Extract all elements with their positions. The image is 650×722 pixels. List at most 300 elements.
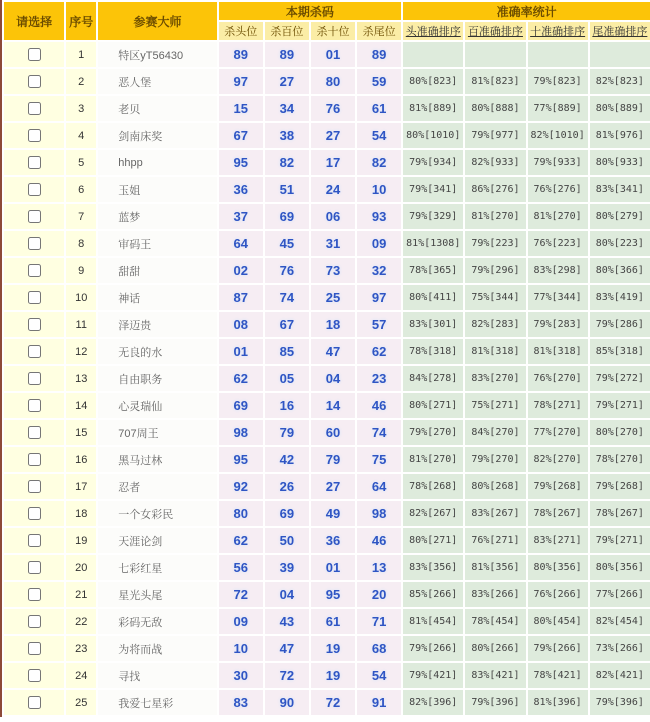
accuracy-stat: 84%[270] bbox=[465, 420, 525, 445]
table-row bbox=[4, 231, 650, 256]
row-select-checkbox[interactable] bbox=[28, 561, 41, 574]
row-select-checkbox[interactable] bbox=[28, 318, 41, 331]
accuracy-stat: 75%[344] bbox=[465, 285, 525, 310]
row-seq: 1 bbox=[66, 42, 96, 67]
row-seq: 16 bbox=[66, 447, 96, 472]
master-name: 甜甜 bbox=[98, 258, 216, 283]
accuracy-stat: 80%[268] bbox=[465, 474, 525, 499]
select-cell bbox=[4, 42, 64, 67]
table-row bbox=[4, 123, 650, 148]
select-cell bbox=[4, 663, 64, 688]
kill-number: 74 bbox=[357, 420, 401, 445]
row-select-checkbox[interactable] bbox=[28, 156, 41, 169]
kill-number: 91 bbox=[357, 690, 401, 715]
accuracy-stat: 82%[396] bbox=[403, 690, 463, 715]
table-row bbox=[4, 258, 650, 283]
kill-number: 89 bbox=[357, 42, 401, 67]
kill-number: 62 bbox=[357, 339, 401, 364]
table-row bbox=[4, 555, 650, 580]
select-cell bbox=[4, 204, 64, 229]
accuracy-stat: 77%[344] bbox=[528, 285, 588, 310]
accuracy-stat: 83%[298] bbox=[528, 258, 588, 283]
master-name: 七彩红星 bbox=[98, 555, 216, 580]
kill-number: 67 bbox=[219, 123, 263, 148]
select-cell bbox=[4, 123, 64, 148]
row-seq: 7 bbox=[66, 204, 96, 229]
accuracy-stat: 81%[823] bbox=[465, 69, 525, 94]
row-select-checkbox[interactable] bbox=[28, 696, 41, 709]
row-seq: 24 bbox=[66, 663, 96, 688]
accuracy-stat: 80%[366] bbox=[590, 258, 650, 283]
kill-number: 16 bbox=[265, 393, 309, 418]
table-row bbox=[4, 366, 650, 391]
table-row bbox=[4, 501, 650, 526]
accuracy-stat: 78%[421] bbox=[528, 663, 588, 688]
kill-number: 83 bbox=[219, 690, 263, 715]
select-cell bbox=[4, 555, 64, 580]
accuracy-stat: 80%[888] bbox=[465, 96, 525, 121]
kill-number: 32 bbox=[357, 258, 401, 283]
accuracy-stat: 79%[270] bbox=[465, 447, 525, 472]
kill-number: 72 bbox=[311, 690, 355, 715]
accuracy-stat: 86%[276] bbox=[465, 177, 525, 202]
table-row bbox=[4, 69, 650, 94]
accuracy-stat: 80%[933] bbox=[590, 150, 650, 175]
accuracy-stat: 80%[271] bbox=[403, 528, 463, 553]
accuracy-stat: 80%[411] bbox=[403, 285, 463, 310]
select-cell bbox=[4, 231, 64, 256]
kill-number: 51 bbox=[265, 177, 309, 202]
kill-number: 14 bbox=[311, 393, 355, 418]
accuracy-stat: 79%[396] bbox=[465, 690, 525, 715]
row-select-checkbox[interactable] bbox=[28, 399, 41, 412]
kill-number: 76 bbox=[311, 96, 355, 121]
accuracy-stat: 80%[271] bbox=[403, 393, 463, 418]
accuracy-stat: 80%[823] bbox=[403, 69, 463, 94]
kill-number: 13 bbox=[357, 555, 401, 580]
accuracy-stat: 81%[396] bbox=[528, 690, 588, 715]
master-name: 神话 bbox=[98, 285, 216, 310]
row-select-checkbox[interactable] bbox=[28, 507, 41, 520]
accuracy-stat: 80%[889] bbox=[590, 96, 650, 121]
row-seq: 13 bbox=[66, 366, 96, 391]
select-cell bbox=[4, 609, 64, 634]
kill-number: 89 bbox=[219, 42, 263, 67]
sort-link-head-accuracy[interactable]: 头准确排序 bbox=[405, 26, 461, 38]
select-cell bbox=[4, 339, 64, 364]
table-row bbox=[4, 420, 650, 445]
kill-number: 10 bbox=[357, 177, 401, 202]
table-row bbox=[4, 96, 650, 121]
kill-number: 18 bbox=[311, 312, 355, 337]
kill-number: 92 bbox=[219, 474, 263, 499]
kill-number: 97 bbox=[357, 285, 401, 310]
accuracy-stat: 81%[1308] bbox=[403, 231, 463, 256]
accuracy-stat: 78%[318] bbox=[403, 339, 463, 364]
accuracy-stat: 83%[356] bbox=[403, 555, 463, 580]
row-select-checkbox[interactable] bbox=[28, 102, 41, 115]
accuracy-stat: 79%[329] bbox=[403, 204, 463, 229]
kill-number: 46 bbox=[357, 528, 401, 553]
accuracy-stat bbox=[465, 42, 525, 67]
row-select-checkbox[interactable] bbox=[28, 372, 41, 385]
select-cell bbox=[4, 258, 64, 283]
kill-number: 62 bbox=[219, 528, 263, 553]
master-name: 我爱七星彩 bbox=[98, 690, 216, 715]
kill-number: 17 bbox=[311, 150, 355, 175]
kill-number: 30 bbox=[219, 663, 263, 688]
row-seq: 10 bbox=[66, 285, 96, 310]
kill-number: 97 bbox=[219, 69, 263, 94]
kill-number: 89 bbox=[265, 42, 309, 67]
select-cell bbox=[4, 177, 64, 202]
kill-number: 80 bbox=[219, 501, 263, 526]
kill-number: 61 bbox=[357, 96, 401, 121]
accuracy-stat: 76%[271] bbox=[465, 528, 525, 553]
kill-number: 79 bbox=[265, 420, 309, 445]
accuracy-stat: 79%[286] bbox=[590, 312, 650, 337]
master-name: 特区yT56430 bbox=[98, 42, 216, 67]
kill-number: 05 bbox=[265, 366, 309, 391]
accuracy-stat: 77%[270] bbox=[528, 420, 588, 445]
accuracy-stat: 82%[823] bbox=[590, 69, 650, 94]
kill-number: 04 bbox=[265, 582, 309, 607]
select-cell bbox=[4, 312, 64, 337]
row-seq: 4 bbox=[66, 123, 96, 148]
accuracy-stat: 80%[356] bbox=[528, 555, 588, 580]
kill-number: 75 bbox=[357, 447, 401, 472]
kill-number: 79 bbox=[311, 447, 355, 472]
select-cell bbox=[4, 96, 64, 121]
kill-number: 01 bbox=[311, 42, 355, 67]
col-header-master: 参赛大师 bbox=[98, 2, 216, 40]
accuracy-stat: 78%[454] bbox=[465, 609, 525, 634]
accuracy-stat: 78%[267] bbox=[590, 501, 650, 526]
row-seq: 11 bbox=[66, 312, 96, 337]
accuracy-stat: 80%[279] bbox=[590, 204, 650, 229]
accuracy-stat bbox=[590, 42, 650, 67]
kill-number: 59 bbox=[357, 69, 401, 94]
table-row bbox=[4, 150, 650, 175]
accuracy-stat: 82%[283] bbox=[465, 312, 525, 337]
kill-number: 67 bbox=[265, 312, 309, 337]
master-name: 为将而战 bbox=[98, 636, 216, 661]
row-select-checkbox[interactable] bbox=[28, 264, 41, 277]
table-row bbox=[4, 312, 650, 337]
row-select-checkbox[interactable] bbox=[28, 237, 41, 250]
kill-number: 95 bbox=[219, 447, 263, 472]
row-select-checkbox[interactable] bbox=[28, 534, 41, 547]
master-name: 忍者 bbox=[98, 474, 216, 499]
kill-number: 50 bbox=[265, 528, 309, 553]
row-select-checkbox[interactable] bbox=[28, 588, 41, 601]
accuracy-stat bbox=[528, 42, 588, 67]
row-select-checkbox[interactable] bbox=[28, 210, 41, 223]
master-name: 泽迈贵 bbox=[98, 312, 216, 337]
master-name: 彩码无敌 bbox=[98, 609, 216, 634]
accuracy-stat: 79%[934] bbox=[403, 150, 463, 175]
header-group-row bbox=[4, 2, 650, 20]
kill-number: 39 bbox=[265, 555, 309, 580]
accuracy-stat: 81%[270] bbox=[403, 447, 463, 472]
kill-number: 37 bbox=[219, 204, 263, 229]
accuracy-stat: 79%[421] bbox=[403, 663, 463, 688]
kill-number: 76 bbox=[265, 258, 309, 283]
accuracy-stat: 79%[283] bbox=[528, 312, 588, 337]
accuracy-stat: 81%[454] bbox=[403, 609, 463, 634]
select-cell bbox=[4, 582, 64, 607]
accuracy-stat: 79%[823] bbox=[528, 69, 588, 94]
col-header-kill-tail: 杀尾位 bbox=[357, 22, 401, 40]
kill-number: 60 bbox=[311, 420, 355, 445]
kill-number: 54 bbox=[357, 663, 401, 688]
row-seq: 5 bbox=[66, 150, 96, 175]
master-name: 黑马过林 bbox=[98, 447, 216, 472]
row-seq: 15 bbox=[66, 420, 96, 445]
table-row bbox=[4, 177, 650, 202]
master-name: 天涯论剑 bbox=[98, 528, 216, 553]
kill-number: 73 bbox=[311, 258, 355, 283]
kill-number: 95 bbox=[219, 150, 263, 175]
accuracy-stat: 79%[270] bbox=[403, 420, 463, 445]
accuracy-stat: 80%[270] bbox=[590, 420, 650, 445]
kill-number: 26 bbox=[265, 474, 309, 499]
kill-number: 09 bbox=[357, 231, 401, 256]
table-row bbox=[4, 636, 650, 661]
accuracy-stat: 77%[889] bbox=[528, 96, 588, 121]
row-seq: 20 bbox=[66, 555, 96, 580]
kill-number: 45 bbox=[265, 231, 309, 256]
row-seq: 6 bbox=[66, 177, 96, 202]
accuracy-stat: 81%[318] bbox=[528, 339, 588, 364]
master-name: 心灵瑞仙 bbox=[98, 393, 216, 418]
row-seq: 3 bbox=[66, 96, 96, 121]
kill-number: 85 bbox=[265, 339, 309, 364]
select-cell bbox=[4, 366, 64, 391]
master-name: 自由职务 bbox=[98, 366, 216, 391]
accuracy-stat: 81%[889] bbox=[403, 96, 463, 121]
accuracy-stat: 81%[356] bbox=[465, 555, 525, 580]
kill-number: 47 bbox=[311, 339, 355, 364]
row-select-checkbox[interactable] bbox=[28, 669, 41, 682]
table-row bbox=[4, 690, 650, 715]
kill-number: 01 bbox=[219, 339, 263, 364]
accuracy-stat: 78%[268] bbox=[403, 474, 463, 499]
kill-number: 36 bbox=[311, 528, 355, 553]
kill-number: 27 bbox=[311, 474, 355, 499]
accuracy-stat: 78%[365] bbox=[403, 258, 463, 283]
accuracy-stat: 81%[270] bbox=[465, 204, 525, 229]
row-seq: 18 bbox=[66, 501, 96, 526]
row-select-checkbox[interactable] bbox=[28, 345, 41, 358]
row-select-checkbox[interactable] bbox=[28, 642, 41, 655]
row-seq: 14 bbox=[66, 393, 96, 418]
master-name: 玉姐 bbox=[98, 177, 216, 202]
row-select-checkbox[interactable] bbox=[28, 615, 41, 628]
row-seq: 19 bbox=[66, 528, 96, 553]
accuracy-stat: 73%[266] bbox=[590, 636, 650, 661]
table-row bbox=[4, 285, 650, 310]
select-cell bbox=[4, 69, 64, 94]
kill-number: 69 bbox=[219, 393, 263, 418]
kill-number: 27 bbox=[311, 123, 355, 148]
kill-number: 43 bbox=[265, 609, 309, 634]
master-name: 剑南床奖 bbox=[98, 123, 216, 148]
select-cell bbox=[4, 420, 64, 445]
accuracy-stat: 76%[276] bbox=[528, 177, 588, 202]
master-name: 蓝梦 bbox=[98, 204, 216, 229]
accuracy-stat: 83%[419] bbox=[590, 285, 650, 310]
kill-number: 38 bbox=[265, 123, 309, 148]
kill-number: 27 bbox=[265, 69, 309, 94]
kill-number: 06 bbox=[311, 204, 355, 229]
kill-number: 93 bbox=[357, 204, 401, 229]
select-cell bbox=[4, 690, 64, 715]
accuracy-stat: 80%[356] bbox=[590, 555, 650, 580]
accuracy-stat: 76%[223] bbox=[528, 231, 588, 256]
master-name: 恶人堡 bbox=[98, 69, 216, 94]
row-select-checkbox[interactable] bbox=[28, 129, 41, 142]
row-seq: 22 bbox=[66, 609, 96, 634]
accuracy-stat: 83%[266] bbox=[465, 582, 525, 607]
kill-number: 57 bbox=[357, 312, 401, 337]
table-row bbox=[4, 204, 650, 229]
table-row bbox=[4, 447, 650, 472]
accuracy-stat: 84%[278] bbox=[403, 366, 463, 391]
kill-number: 31 bbox=[311, 231, 355, 256]
master-name: hhpp bbox=[98, 150, 216, 175]
table-body bbox=[4, 42, 650, 715]
accuracy-stat: 80%[223] bbox=[590, 231, 650, 256]
accuracy-stat: 81%[976] bbox=[590, 123, 650, 148]
sort-link-ten-accuracy[interactable]: 十准确排序 bbox=[530, 26, 586, 38]
row-select-checkbox[interactable] bbox=[28, 75, 41, 88]
row-select-checkbox[interactable] bbox=[28, 291, 41, 304]
table-row bbox=[4, 609, 650, 634]
kill-number: 98 bbox=[219, 420, 263, 445]
table-row bbox=[4, 339, 650, 364]
sort-link-hundred-accuracy[interactable]: 百准确排序 bbox=[467, 26, 523, 38]
select-cell bbox=[4, 393, 64, 418]
kill-number: 98 bbox=[357, 501, 401, 526]
row-select-checkbox[interactable] bbox=[28, 453, 41, 466]
accuracy-stat: 77%[266] bbox=[590, 582, 650, 607]
kill-number: 42 bbox=[265, 447, 309, 472]
accuracy-stat: 79%[271] bbox=[590, 528, 650, 553]
accuracy-stat: 85%[318] bbox=[590, 339, 650, 364]
accuracy-stat: 78%[267] bbox=[528, 501, 588, 526]
select-cell bbox=[4, 501, 64, 526]
row-select-checkbox[interactable] bbox=[28, 183, 41, 196]
kill-number: 82 bbox=[357, 150, 401, 175]
table-row bbox=[4, 528, 650, 553]
kill-number: 95 bbox=[311, 582, 355, 607]
accuracy-stat: 85%[266] bbox=[403, 582, 463, 607]
kill-number: 19 bbox=[311, 636, 355, 661]
accuracy-stat: 79%[933] bbox=[528, 150, 588, 175]
kill-number: 09 bbox=[219, 609, 263, 634]
kill-number: 74 bbox=[265, 285, 309, 310]
select-cell bbox=[4, 636, 64, 661]
kill-number: 49 bbox=[311, 501, 355, 526]
master-name: 707周王 bbox=[98, 420, 216, 445]
accuracy-stat: 82%[454] bbox=[590, 609, 650, 634]
kill-number: 47 bbox=[265, 636, 309, 661]
table-row bbox=[4, 42, 650, 67]
row-seq: 2 bbox=[66, 69, 96, 94]
kill-number: 34 bbox=[265, 96, 309, 121]
row-seq: 23 bbox=[66, 636, 96, 661]
master-name: 无良的水 bbox=[98, 339, 216, 364]
accuracy-stat: 82%[1010] bbox=[528, 123, 588, 148]
accuracy-stat: 78%[271] bbox=[528, 393, 588, 418]
accuracy-stat: 80%[454] bbox=[528, 609, 588, 634]
table-row bbox=[4, 582, 650, 607]
kill-number: 04 bbox=[311, 366, 355, 391]
kill-number: 20 bbox=[357, 582, 401, 607]
kill-number: 19 bbox=[311, 663, 355, 688]
col-header-select: 请选择 bbox=[4, 2, 64, 40]
row-select-checkbox[interactable] bbox=[28, 480, 41, 493]
kill-number: 87 bbox=[219, 285, 263, 310]
sort-link-tail-accuracy[interactable]: 尾准确排序 bbox=[592, 26, 648, 38]
kill-number: 46 bbox=[357, 393, 401, 418]
kill-number: 80 bbox=[311, 69, 355, 94]
accuracy-stat: 79%[268] bbox=[590, 474, 650, 499]
kill-number: 10 bbox=[219, 636, 263, 661]
accuracy-stat: 83%[270] bbox=[465, 366, 525, 391]
row-seq: 12 bbox=[66, 339, 96, 364]
accuracy-stat: 79%[341] bbox=[403, 177, 463, 202]
col-header-kill-ten: 杀十位 bbox=[311, 22, 355, 40]
row-select-checkbox[interactable] bbox=[28, 426, 41, 439]
kill-number: 24 bbox=[311, 177, 355, 202]
col-group-accuracy: 准确率统计 bbox=[403, 2, 650, 20]
row-seq: 9 bbox=[66, 258, 96, 283]
kill-number: 08 bbox=[219, 312, 263, 337]
accuracy-stat: 79%[268] bbox=[528, 474, 588, 499]
select-cell bbox=[4, 150, 64, 175]
row-select-checkbox[interactable] bbox=[28, 48, 41, 61]
accuracy-stat: 79%[272] bbox=[590, 366, 650, 391]
kill-number: 15 bbox=[219, 96, 263, 121]
master-name: 老贝 bbox=[98, 96, 216, 121]
accuracy-stat: 83%[421] bbox=[465, 663, 525, 688]
kill-number: 02 bbox=[219, 258, 263, 283]
kill-number: 36 bbox=[219, 177, 263, 202]
accuracy-stat: 76%[270] bbox=[528, 366, 588, 391]
col-header-seq: 序号 bbox=[66, 2, 96, 40]
accuracy-stat: 81%[270] bbox=[528, 204, 588, 229]
table-row bbox=[4, 393, 650, 418]
kill-number: 61 bbox=[311, 609, 355, 634]
accuracy-stat: 80%[1010] bbox=[403, 123, 463, 148]
accuracy-stat: 83%[267] bbox=[465, 501, 525, 526]
kill-number: 90 bbox=[265, 690, 309, 715]
col-header-kill-head: 杀头位 bbox=[219, 22, 263, 40]
kill-number: 64 bbox=[357, 474, 401, 499]
master-name: 寻找 bbox=[98, 663, 216, 688]
table-row bbox=[4, 663, 650, 688]
accuracy-stat: 81%[318] bbox=[465, 339, 525, 364]
accuracy-stat: 82%[270] bbox=[528, 447, 588, 472]
select-cell bbox=[4, 447, 64, 472]
accuracy-stat: 80%[266] bbox=[465, 636, 525, 661]
kill-number: 68 bbox=[357, 636, 401, 661]
select-cell bbox=[4, 285, 64, 310]
kill-number: 71 bbox=[357, 609, 401, 634]
kill-number: 01 bbox=[311, 555, 355, 580]
